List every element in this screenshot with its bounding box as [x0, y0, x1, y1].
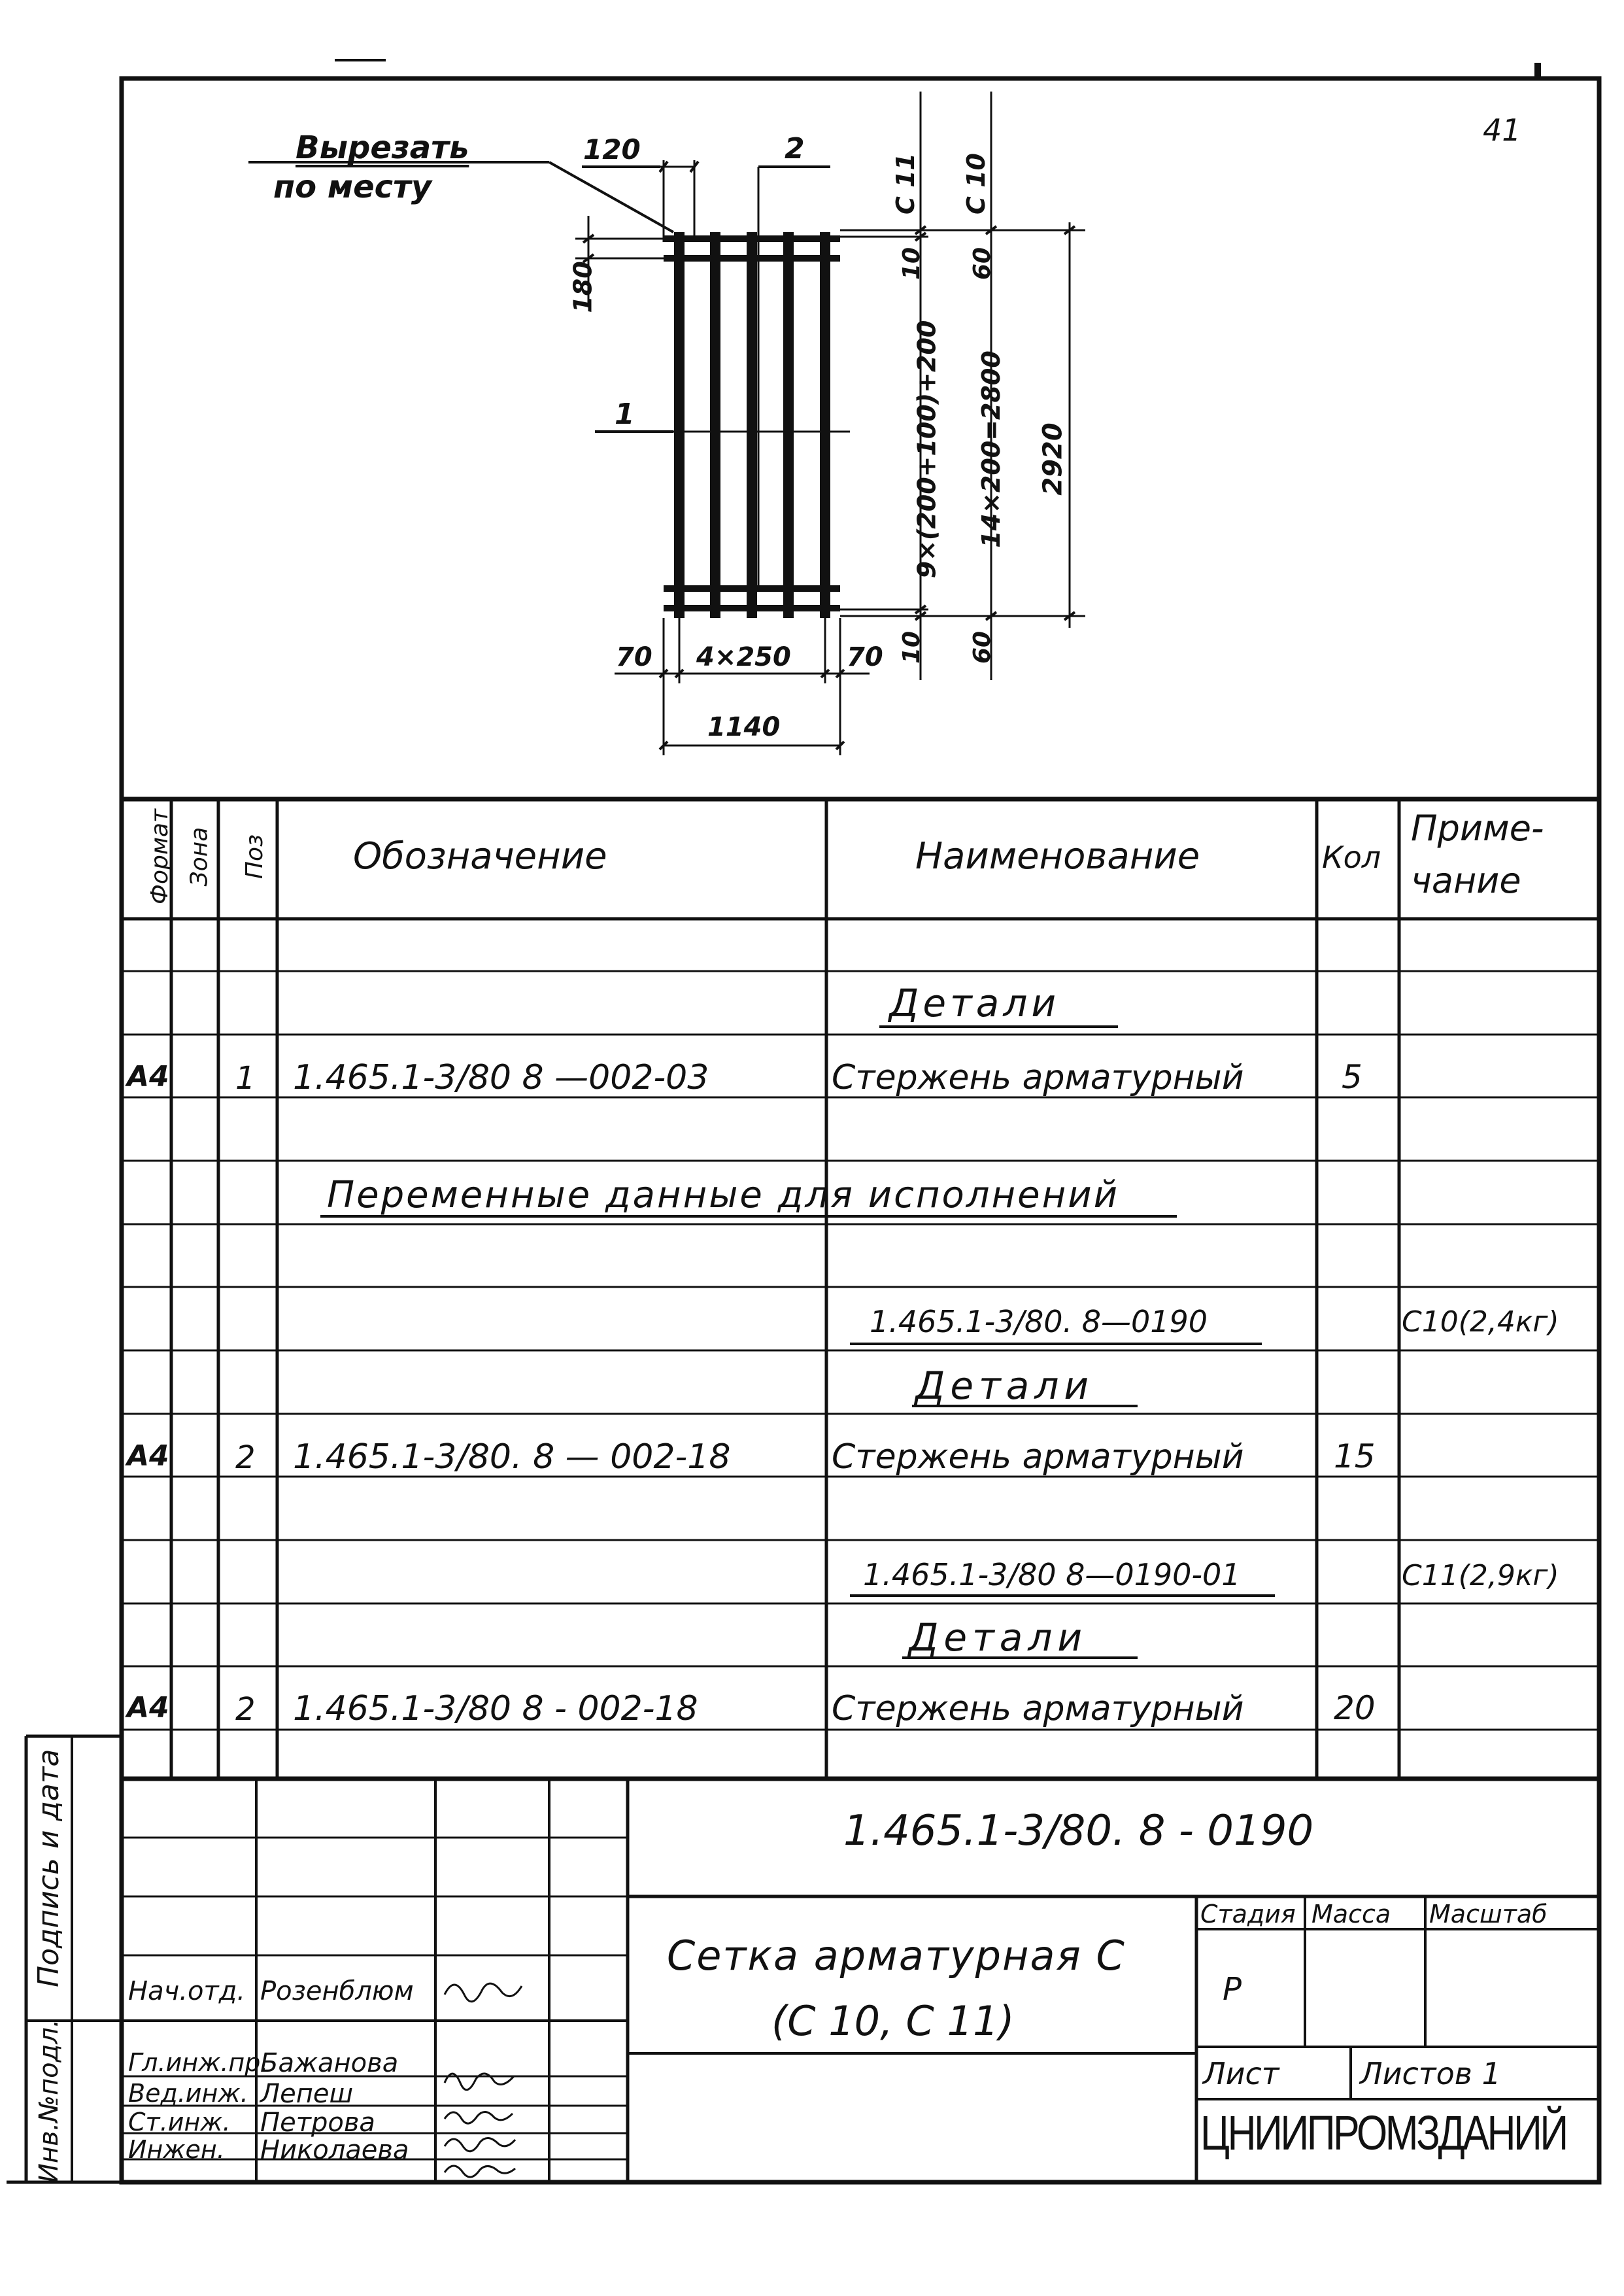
sheet-label: Лист — [1203, 2056, 1279, 2091]
row1-format: А4 — [127, 1060, 169, 1093]
signature-1 — [445, 1983, 522, 2002]
row2-qty: 15 — [1334, 1437, 1376, 1475]
stage-value: Р — [1223, 1971, 1242, 2008]
mass-label: Масса — [1311, 1900, 1391, 1928]
header-designation: Обозначение — [353, 835, 607, 878]
person-3-role: Вед.инж. — [128, 2079, 248, 2108]
row3-designation: 1.465.1-3/80 8 - 002-18 — [293, 1689, 698, 1728]
row2-pos: 2 — [235, 1439, 256, 1476]
row1-pos: 1 — [235, 1060, 256, 1097]
row3-pos: 2 — [235, 1691, 256, 1728]
c10-bottom-dim: 60 — [969, 630, 996, 664]
person-1-name: Розенблюм — [260, 1976, 414, 2006]
row3-name: Стержень арматурный — [832, 1689, 1244, 1728]
header-pos: Поз — [241, 834, 269, 880]
person-1-role: Нач.отд. — [128, 1976, 246, 2006]
c10-middle-dim: 14×200=2800 — [976, 351, 1006, 548]
title-line1: Сетка арматурная С — [667, 1932, 1126, 1979]
organization: ЦНИИПРОМЗДАНИЙ — [1200, 2106, 1566, 2160]
header-note-1: Приме- — [1411, 808, 1544, 849]
signature-4 — [445, 2138, 515, 2151]
variable-data-title: Переменные данные для исполнений — [327, 1174, 1120, 1216]
scale-label: Масштаб — [1429, 1900, 1548, 1928]
title-line2: (С 10, С 11) — [771, 1997, 1015, 2045]
person-5-name: Николаева — [260, 2135, 409, 2165]
sheets-label: Листов 1 — [1360, 2056, 1501, 2091]
signature-3 — [445, 2112, 513, 2123]
variant2-designation: 1.465.1-3/80 8—0190-01 — [863, 1557, 1241, 1592]
row2-format: А4 — [127, 1439, 169, 1473]
person-4-name: Петрова — [260, 2108, 375, 2138]
header-zone: Зона — [186, 827, 213, 887]
row2-designation: 1.465.1-3/80. 8 — 002-18 — [293, 1437, 731, 1477]
document-code: 1.465.1-3/80. 8 - 0190 — [843, 1807, 1314, 1855]
header-qty: Кол — [1322, 840, 1381, 875]
header-name: Наименование — [915, 835, 1200, 878]
person-5-role: Инжен. — [128, 2135, 225, 2164]
signature-5 — [445, 2166, 515, 2177]
side-stamp-signature-date: Подпись и дата — [32, 1749, 65, 1987]
dim-70-right: 70 — [847, 642, 883, 672]
callout-1: 1 — [615, 398, 635, 431]
person-2-role: Гл.инж.пр. — [128, 2048, 269, 2077]
header-note-2: чание — [1411, 860, 1521, 901]
dim-4x250: 4×250 — [696, 642, 791, 672]
c11-top-dim: 10 — [898, 247, 926, 281]
cut-note-line1: Вырезать — [296, 129, 469, 166]
section-details-3: Детали — [909, 1615, 1088, 1660]
callout-2: 2 — [785, 132, 805, 165]
page-number: 41 — [1483, 112, 1521, 148]
col-c10: С 10 — [962, 153, 990, 214]
stage-label: Стадия — [1200, 1900, 1296, 1928]
variant1-designation: 1.465.1-3/80. 8—0190 — [870, 1304, 1208, 1339]
row1-designation: 1.465.1-3/80 8 —002-03 — [293, 1058, 709, 1097]
person-2-name: Бажанова — [260, 2048, 399, 2078]
variant1-note: С10(2,4кг) — [1402, 1305, 1559, 1339]
dim-1140: 1140 — [707, 712, 781, 742]
variant2-note: С11(2,9кг) — [1402, 1559, 1559, 1592]
row1-qty: 5 — [1342, 1058, 1362, 1096]
dim-70-left: 70 — [616, 642, 652, 672]
dim-total: 2920 — [1038, 422, 1068, 496]
section-details-2: Детали — [915, 1363, 1094, 1408]
row2-name: Стержень арматурный — [832, 1437, 1244, 1477]
header-format: Формат — [146, 808, 174, 905]
dim-120: 120 — [583, 133, 641, 165]
person-4-role: Ст.инж. — [128, 2108, 231, 2136]
row3-qty: 20 — [1334, 1689, 1376, 1727]
dim-180: 180 — [568, 261, 598, 313]
c11-bottom-dim: 10 — [898, 630, 926, 664]
side-stamp-inv-no: Инв.№подл. — [34, 2019, 64, 2183]
col-c11: С 11 — [891, 153, 920, 214]
spec-table-grid — [122, 799, 1599, 1779]
row3-format: А4 — [127, 1691, 169, 1724]
c11-middle-dim: 9×(200+100)+200 — [912, 320, 941, 579]
sheet-frame — [122, 78, 1599, 2182]
row1-name: Стержень арматурный — [832, 1058, 1244, 1097]
c10-top-dim: 60 — [969, 247, 996, 281]
person-3-name: Лепеш — [260, 2079, 354, 2109]
cut-note-line2: по месту — [273, 169, 432, 205]
section-details-1: Детали — [889, 981, 1060, 1025]
